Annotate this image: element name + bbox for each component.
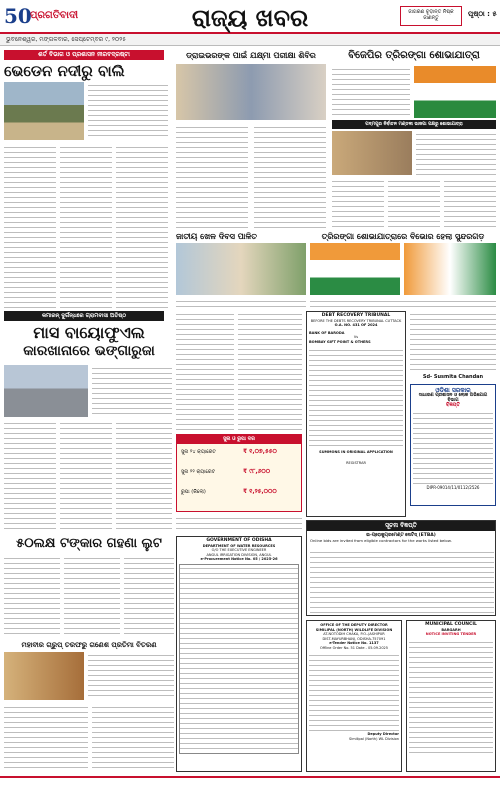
story7-text-b	[64, 555, 120, 637]
story1-kicker: ଶର୍ତ ବିଭାଗ ଓ ପ୍ରଶାସନ ନୀରବଦ୍ରଷ୍ଟା	[4, 50, 164, 60]
wr-div: ANGUL IRRIGATION DIVISION, ANGUL	[206, 552, 272, 557]
etba-title: ସୂଚନା ବିଜ୍ଞପ୍ତି	[307, 521, 495, 531]
story8-text-a	[88, 652, 174, 700]
drt-bank: BANK OF BARODA	[309, 330, 345, 335]
promo-box	[400, 6, 462, 26]
story3-photo-a	[414, 66, 496, 118]
govt-odisha-dipr: DIPR-09014/11/0112/2526	[426, 484, 480, 490]
municipal-ad	[406, 620, 496, 772]
story6-kicker: କମାରନ୍ ଦୁର୍ଗନ୍ଧରେ ଗ୍ରାମବାସୀ ଅତିଷ୍ଠ	[4, 311, 164, 321]
story1-photo	[4, 82, 84, 140]
forest-tender-sub: Offline Order No. 51 Date - 05.09.2025	[319, 645, 389, 650]
story7-text-c	[124, 555, 174, 637]
story5-photo-b	[404, 243, 496, 295]
gold22-value: ₹ ୯୮,୬୦୦	[243, 468, 271, 475]
story4-text	[176, 298, 306, 308]
forest-notice: e-Tender Notice No. 1137	[329, 641, 379, 645]
wr-dept: DEPARTMENT OF WATER RESOURCES	[202, 543, 276, 548]
forest-dist: DIST-MAYURBHANJ, ODISHA-757091	[322, 636, 386, 641]
wr-title: GOVERNMENT OF ODISHA	[206, 538, 272, 543]
wr-table	[179, 564, 299, 754]
forest-sign: Deputy Director	[367, 732, 399, 736]
gold22-label: ସୁନା ୨୨ କ୍ୟାରେଟ	[181, 469, 216, 475]
story8-text-b	[4, 704, 88, 772]
masthead	[0, 0, 500, 34]
dateline: ଭୁବନେଶ୍ୱର, ମଙ୍ଗଳବାର, ସେପ୍ଟେମ୍ବର ୯, ୨୦୨୫	[6, 36, 126, 43]
municipal-notice: NOTICE INVITING TENDER	[425, 632, 477, 636]
story3-text-c	[332, 178, 384, 228]
page-title: ରାଜ୍ୟ ଖବର	[191, 3, 309, 32]
etba-body	[310, 549, 494, 613]
drt-case: O.A. NO. 431 OF 2024	[334, 323, 378, 327]
forest-place: AT-NOTODIH CHAKA, P.O.-JASHIPUR	[323, 632, 385, 636]
story5-headline: ତ୍ରିରଙ୍ଗା ଶୋଭାଯାତ୍ରାରେ ବିଭୋର ହେଲା ସୁନ୍ଦରଗଡ଼	[321, 231, 485, 241]
story8-photo	[4, 652, 84, 700]
story6-text-b	[4, 420, 56, 532]
wr-notice: e-Procurement Notice No. 05 / 2025-26	[200, 557, 278, 561]
govt-odisha-title: ଓଡ଼ିଶା ସରକାର	[435, 387, 471, 394]
forest-body	[309, 652, 399, 732]
footer-rule	[0, 776, 500, 778]
paper-logo	[4, 4, 96, 30]
story6-photo	[4, 365, 88, 417]
govt-odisha-ad	[410, 384, 496, 506]
govt-odisha-notice: ବିଜ୍ଞପ୍ତି	[446, 402, 460, 408]
etba-text: Online bids are invited from eligible contractors for the works listed below.	[310, 538, 452, 543]
drt-court-notice	[306, 311, 406, 517]
story3-text-b	[416, 131, 496, 175]
promo-text: ଜାଗରଣ ଚୂଡ଼ାନ୍ତ ନିଷ୍କ ଜାଣନ୍ତୁ	[408, 9, 454, 21]
drt-title: DEBT RECOVERY TRIBUNAL	[321, 313, 391, 318]
drt-respondent: BOMBAY GIFT POINT & OTHERS	[309, 339, 371, 344]
story6-text-c	[60, 420, 112, 532]
susmita-notice-text	[410, 311, 496, 371]
drt-notice: SUMMONS IN ORIGINAL APPLICATION	[319, 450, 393, 454]
susmita-sign: Sd- Susmita Chandan	[422, 374, 484, 380]
page-number: ପୃଷ୍ଠା : ୫	[468, 10, 497, 18]
paper-name: ପ୍ରଗତିବାଦୀ	[30, 10, 79, 21]
story3-headline: ବିଜେପିର ତ୍ରିରଙ୍ଗା ଶୋଭାଯାତ୍ରା	[348, 50, 480, 61]
story8-text-c	[92, 704, 174, 772]
story1-text-a	[88, 82, 168, 140]
story5-photo-a	[310, 243, 400, 295]
story4-photo	[176, 243, 306, 295]
forest-title: OFFICE OF THE DEPUTY DIRECTOR	[320, 623, 388, 627]
story3-caption: ପଦ୍ମପୁର ନିର୍ବାଚନ ମଣ୍ଡଳୀ ଭାଜପା ପକ୍ଷରୁ ଶୋଭାଯାତ୍ରା	[332, 120, 496, 129]
story8-headline: ମହାବୀର ଗ୍ରୁପ୍ ତରଫରୁ ଗଣେଶ ପ୍ରତିମା ବିତରଣ	[21, 640, 157, 649]
story4-headline: ଜାତୀୟ ଖେଳ ଦିବସ ପାଳିତ	[176, 231, 257, 241]
story2-text-b	[254, 124, 326, 228]
mid-story-text-a	[176, 311, 234, 431]
mid-story-text-b	[238, 311, 302, 431]
gold-rate-box	[176, 434, 302, 512]
dateline-bar	[0, 34, 500, 46]
story6-headline-line1: ମାସ ବାୟୋଫୁଏଲ	[33, 323, 145, 342]
govt-odisha-dept: ସାଧାରଣ ପ୍ରଶାସନ ଓ ଲୋକ ଅଭିଯୋଗ ବିଭାଗ	[418, 393, 488, 403]
story7-text-a	[4, 555, 60, 637]
drt-vs: Vs	[353, 335, 359, 339]
forest-sign2: Similipal (North) WL Division	[349, 736, 399, 741]
forest-office-ad	[306, 620, 402, 772]
wr-sub: O/O THE EXECUTIVE ENGINEER	[211, 548, 267, 552]
silver-value: ₹ ୧,୨୫,୦୦୦	[243, 488, 277, 495]
municipal-place: BARGARH	[441, 627, 461, 632]
municipal-body	[409, 639, 493, 757]
municipal-title: MUNICIPAL COUNCIL	[425, 622, 477, 627]
gold24-value: ₹ ୧,୦୭,୫୫୦	[243, 448, 277, 455]
story1-text-d	[116, 144, 168, 308]
story3-text-d	[388, 178, 440, 228]
drt-sub: BEFORE THE DEBTS RECOVERY TRIBUNAL CUTTACK	[310, 318, 402, 323]
story3-text-e	[444, 178, 496, 228]
mid-side-text	[176, 515, 302, 533]
govt-odisha-body	[413, 410, 493, 484]
story5-text	[310, 298, 496, 308]
story1-headline: ଭେଡେନ ନଦୀରୁ ବାଲି	[4, 62, 125, 80]
story1-text-b	[4, 144, 56, 308]
etba-sub: ଇ-ପ୍ରୋକ୍ୟୁରମେଣ୍ଟ ନୋଟିସ୍ (ETBA)	[366, 533, 436, 538]
story3-text-a	[332, 66, 410, 118]
story2-text-a	[176, 124, 248, 228]
forest-sub: SIMILIPAL (NORTH) WILDLIFE DIVISION	[315, 627, 393, 632]
story2-photo	[176, 64, 326, 120]
story6-headline-line2: କାରଖାନାରେ ଭଙ୍ଗାରୁଜା	[23, 343, 155, 359]
water-resources-ad	[176, 536, 302, 772]
story6-text-d	[116, 420, 172, 532]
story7-headline: ୫୦ଲକ୍ଷ ଟଙ୍କାର ଗହଣା ଲୁଟ	[16, 536, 162, 551]
gold-rate-title: ସୁନା ଓ ରୁପା ଦର	[177, 435, 301, 444]
story3-photo-b	[332, 131, 412, 175]
silver-label: ରୁପା (କିଲୋ)	[181, 489, 206, 495]
anniversary-logo: 50	[4, 4, 32, 28]
drt-body	[309, 347, 403, 447]
gold24-label: ସୁନା ୨୪ କ୍ୟାରେଟ	[181, 449, 216, 455]
story1-text-c	[60, 144, 112, 308]
etba-tender	[306, 520, 496, 616]
story2-headline: ଡ୍ରାଇଭରଙ୍କ ପାଇଁ ଯକ୍ଷ୍ମା ପରୀକ୍ଷା ଶିବିର	[186, 50, 316, 60]
drt-registrar: REGISTRAR	[346, 460, 366, 465]
story6-text-a	[92, 365, 172, 417]
